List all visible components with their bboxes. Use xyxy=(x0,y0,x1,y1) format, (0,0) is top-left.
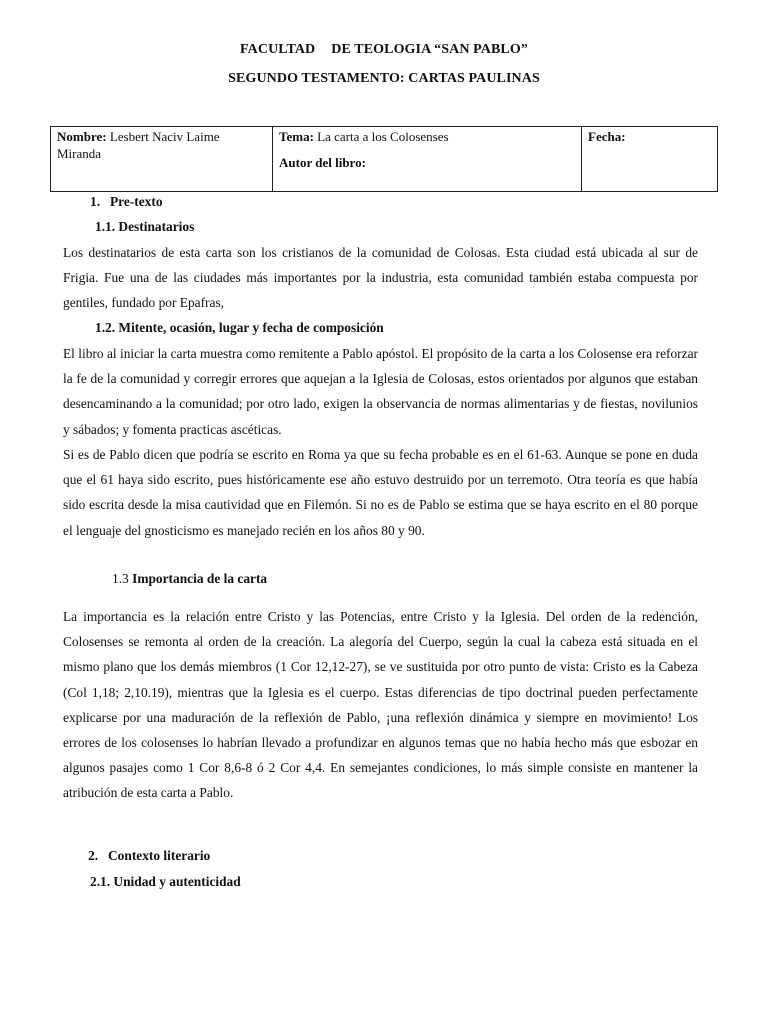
section-1-3-title: Importancia de la carta xyxy=(132,571,268,586)
section-1-title: Pre-texto xyxy=(110,194,163,209)
faculty-word: FACULTAD xyxy=(240,42,316,57)
faculty-title xyxy=(0,42,768,58)
section-2-title: Contexto literario xyxy=(108,848,211,863)
faculty-name: DE TEOLOGIA “SAN PABLO” xyxy=(331,42,528,57)
nombre-label: Nombre: xyxy=(57,129,107,144)
tema-value: La carta a los Colosenses xyxy=(313,129,449,144)
mitente-paragraph-1: El libro al iniciar la carta muestra como remitente a Pablo apóstol. El propósito de la carta a los Colosense era reforzar la fe de la comunidad y corregir errores que aquejan a la Iglesia de Colosas, estos orientados por algunos que estaban desencaminando a la comunidad; por otro lado, exigen la observancia de normas alimentarias y de fiestas, novilunios y sábados; y fomenta practicas ascéticas. xyxy=(63,346,698,437)
section-1-2-heading: 1.2. Mitente, ocasión, lugar y fecha de composición xyxy=(95,320,384,335)
mitente-paragraph-2: Si es de Pablo dicen que podría se escrito en Roma ya que su fecha probable es en el 61-63. Aunque se pone en duda que el 61 haya sido escrito, pues históricamente ese año estuvo destruido por un terremoto. Otra teoría es que había sido escrita desde la misa cautividad que en Filemón. Si no es de Pablo se estima que se haya escrito en el 80 porque el lenguaje del gnosticismo es manejado recién en los años 80 y 90. xyxy=(63,447,698,538)
destinatarios-paragraph: Los destinatarios de esta carta son los cristianos de la comunidad de Colosas. Esta ciudad está ubicada al sur de Frigia. Fue una de las ciudades más importantes por la industria, esta comunidad también estaba compuesta por gentiles, fundado por Epafras, xyxy=(63,245,698,311)
autor-label: Autor del libro: xyxy=(279,155,366,170)
nombre-value: Lesbert Naciv Laime Miranda xyxy=(57,129,220,161)
nombre-cell xyxy=(51,127,273,192)
section-1-3-heading xyxy=(112,571,267,587)
section-1-1-heading: 1.1. Destinatarios xyxy=(95,219,195,234)
section-2-heading xyxy=(88,848,210,864)
course-title: SEGUNDO TESTAMENTO: CARTAS PAULINAS xyxy=(228,71,540,86)
section-2-number: 2. xyxy=(88,848,99,863)
fecha-cell xyxy=(582,127,718,192)
student-info-table xyxy=(50,126,718,192)
importancia-paragraph: La importancia es la relación entre Cristo y las Potencias, entre Cristo y la Iglesia. Del orden de la redención, Colosenses se remonta al orden de la creación. La alegoría del Cuerpo, según la cual la cabeza está situada en el mismo plano que los demás miembros (1 Cor 12,12-27), se ve sustituida por otro punto de vista: Cristo es la Cabeza (Col 1,18; 2,10.19), mientras que la Iglesia es el cuerpo. Estas diferencias de tipo doctrinal pueden perfectamente explicarse por una maduración de la reflexión de Pablo, ¡una reflexión dinámica y siempre en movimiento! Los errores de los colosenses lo habrían llevado a profundizar en algunos temas que no había hecho más que esbozar en algunos pasajes como 1 Cor 8,6-8 ó 2 Cor 4,4. En semejantes condiciones, lo más simple consiste en mantener la atribución de esta carta a Pablo. xyxy=(63,609,698,801)
tema-label: Tema: xyxy=(279,129,314,144)
fecha-label: Fecha: xyxy=(588,129,626,144)
tema-cell xyxy=(273,127,582,192)
section-2-1-heading: 2.1. Unidad y autenticidad xyxy=(90,874,241,889)
section-1-3-number: 1.3 xyxy=(112,571,129,586)
section-1-heading xyxy=(90,194,163,210)
section-1-number: 1. xyxy=(90,194,101,209)
